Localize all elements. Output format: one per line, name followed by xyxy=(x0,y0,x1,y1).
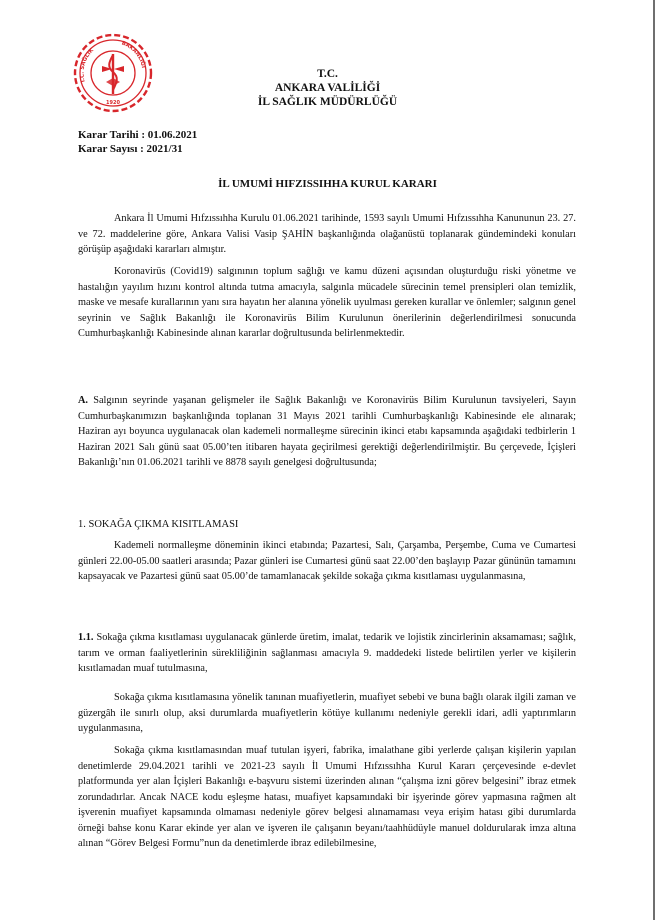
section-a xyxy=(78,393,576,471)
document-title: İL UMUMİ HIFZISSIHHA KURUL KARARI xyxy=(218,178,437,190)
section-1-paragraph-2: Sokağa çıkma kısıtlamasına yönelik tanınan muafiyetlerin, muafiyet sebebi ve buna bağlı olarak ilgili zaman ve güzergâh ile sınırlı olup, aksi durumlarda muafiyetlerin kötüye kullanımı nedeniyle gerekli idari, adli yaptırımların uygulanmasına, xyxy=(78,692,576,734)
section-a-text: Salgının seyrinde yaşanan gelişmeler ile Sağlık Bakanlığı ve Koronavirüs Bilim Kurulunun tavsiyeleri, Sayın Cumhurbaşkanımızın başkanlığında toplanan 31 Mayıs 2021 tarihli Cumhurbaşkanlığı Kabinesinde ele alınarak; Haziran ayı boyunca uygulanacak olan kademeli normalleşme sürecinin ikinci etabı kapsamında aşağıdaki tedbirlerin 1 Haziran 2021 Salı günü saat 05.00’ten itibaren hayata geçirilmesi gerektiği değerlendirilmiştir. Bu çerçevede, İçişleri Bakanlığı’nın 01.06.2021 tarihli ve 8878 sayılı genelgesi doğrultusunda; xyxy=(78,395,577,468)
section-1-paragraph-3: Sokağa çıkma kısıtlamasından muaf tutulan işyeri, fabrika, imalathane gibi yerlerde çalışan kişilerin yapılan denetimlerde 29.04.2021 tarihli ve 2021-23 sayılı İl Umumi Hıfzıssıhha Kurul Kararı çerçevesinde e-devlet platformunda yer alan İçişleri Bakanlığı e-başvuru sistemi üzerinden alınan “çalışma izni görev belgesini” ibraz etmek zorundadırlar. Ancak NACE kodu eşleşme hatası, muafiyet kapsamındaki bir işyerinde görev yapmasına rağmen alt işverenin muafiyet kapsamında olmaması nedeniyle görev belgesi alınamaması veya erişim hatası gibi durumlarda örneği bahse konu Karar ekinde yer alan ve işveren ile çalışanın beyanı/taahhüdüyle manuel doldurularak imza altına alınan “Görev Belgesi Formu”nun da denetimlerde ibraz edilebilmesine, xyxy=(78,745,576,849)
logo-arc-left-text: T.C. SAĞLIK xyxy=(79,47,96,84)
section-1-heading: 1. SOKAĞA ÇIKMA KISITLAMASI xyxy=(78,519,239,530)
intro-paragraph-1: Ankara İl Umumi Hıfzıssıhha Kurulu 01.06.2021 tarihinde, 1593 sayılı Umumi Hıfzıssıhha Kanununun 23. 27. ve 72. maddelerine göre, Ankara Valisi Vasip ŞAHİN başkanlığında olağanüstü toplanarak gündemindeki konuları görüşüp aşağıdaki kararları almıştır. xyxy=(78,213,576,255)
header-tc: T.C. xyxy=(317,68,338,80)
section-1-1-text: Sokağa çıkma kısıtlaması uygulanacak günlerde üretim, imalat, tedarik ve lojistik zincirlerinin aksamaması; sağlık, tarım ve orman faaliyetlerinin sürekliliğinin sağlanması amacıyla 9. maddedeki listede belirtilen yerler ve kişilerin kısıtlamadan muaf tutulmasına, xyxy=(78,632,576,674)
section-1-1-label: 1.1. xyxy=(78,632,94,643)
header-valilik: ANKARA VALİLİĞİ xyxy=(274,82,381,94)
logo-arc-right-text: BAKANLIĞI xyxy=(120,40,147,69)
header-mudurluk: İL SAĞLIK MÜDÜRLÜĞÜ xyxy=(257,96,398,108)
intro-paragraph-2: Koronavirüs (Covid19) salgınının toplum sağlığı ve kamu düzeni açısından oluşturduğu riski yönetme ve hastalığın yayılım hızını kontrol altında tutma amacıyla, salgınla mücadele sürecinin temel prensipleri olan temizlik, maske ve mesafe kurallarının yanı sıra hayatın her alanına yönelik uyulması gereken kurallar ve önlemler; salgının genel seyrinin ve Sağlık Bakanlığı ile Koronavirüs Bilim Kurulunun önerilerinin değerlendirilmesi sonucunda Cumhurbaşkanlığı Kabinesinde alınan kararlar doğrultusunda belirlenmektedir. xyxy=(78,266,576,339)
section-1-paragraph-1: Kademeli normalleşme döneminin ikinci etabında; Pazartesi, Salı, Çarşamba, Perşembe, Cuma ve Cumartesi günleri 22.00-05.00 saatleri arasında; Pazar günleri ise Cumartesi günü saat 22.00’den başlayıp Pazar gününün tamamını kapsayacak ve Pazartesi günü saat 05.00’de tamamlanacak şekilde sokağa çıkma kısıtlaması uygulanmasına, xyxy=(78,540,576,582)
section-1-1 xyxy=(78,630,576,677)
section-a-label: A. xyxy=(78,395,89,406)
decision-date: Karar Tarihi : 01.06.2021 xyxy=(78,129,198,141)
logo-year: 1920 xyxy=(106,100,120,106)
decision-number: Karar Sayısı : 2021/31 xyxy=(78,143,183,155)
